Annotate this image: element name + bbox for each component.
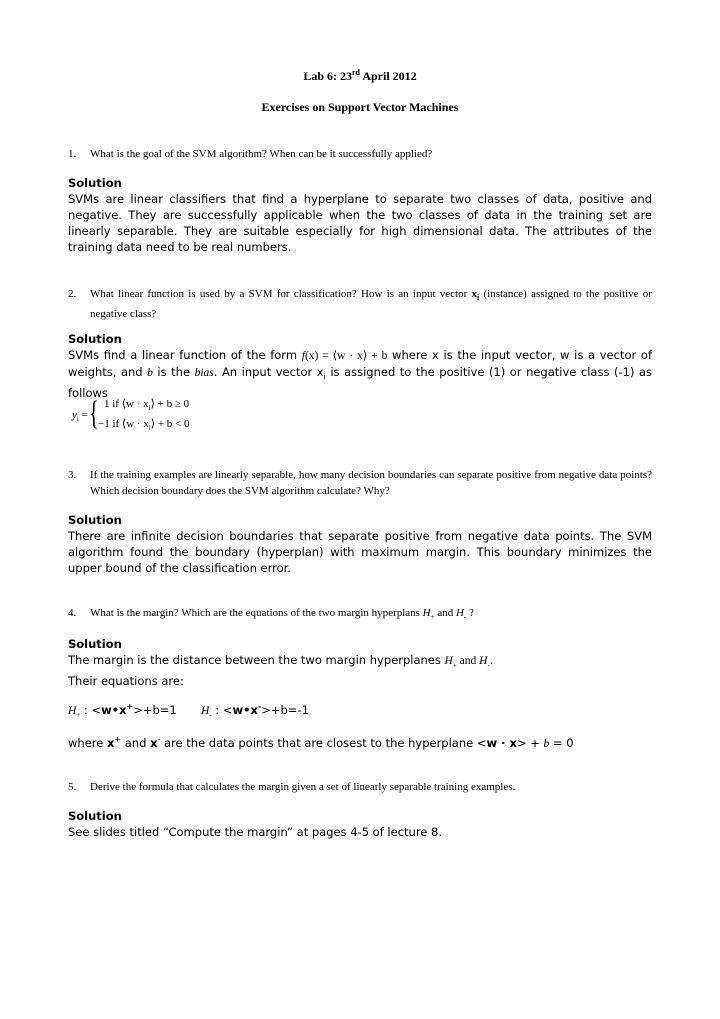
solution-1 — [68, 175, 652, 255]
plus-sup: + — [114, 735, 122, 744]
solution-heading: Solution — [68, 176, 122, 190]
formula-case-positive — [104, 397, 189, 412]
plus-sub: + — [452, 661, 457, 670]
solution-4 — [68, 636, 652, 689]
solution-text-2: Their equations are: — [68, 674, 184, 689]
bias-term: bias — [194, 367, 214, 379]
solution-3 — [68, 512, 652, 576]
var-b: b — [543, 737, 550, 750]
where-text: where — [68, 735, 107, 750]
eq-text: : < — [80, 702, 102, 717]
question-text: What linear function is used by a SVM for classification? How is an input vector — [90, 288, 472, 300]
solution-text-2: where x is the input vector, w is a vector of weights, and — [68, 348, 652, 379]
question-text-end: (instance) assigned to the positive or negative class? — [90, 288, 652, 321]
h-plus: H — [68, 704, 77, 717]
w-dot-x: w•x — [232, 702, 258, 717]
period: . — [489, 653, 494, 667]
w-dot-x: w•x — [101, 702, 127, 717]
var-b: b — [147, 367, 153, 379]
minus-sub: - — [487, 661, 490, 670]
solution-text: There are infinite decision boundaries that separate positive from negative data points. The SVM algorithm found the boundary (hyperplan) with maximum margin. This boundary minimizes the upper bound of the classification error. — [68, 529, 652, 575]
question-3 — [68, 467, 652, 499]
question-text: If the training examples are linearly separable, how many decision boundaries can separate positive from negative data points? Which decision boundary does the SVM algorithm calculate? Why? — [90, 469, 652, 497]
solution-text: SVMs are linear classifiers that find a hyperplane to separate two classes of data, positive and negative. They are successfully applicable when the two classes of data in the training set are linearly separable. They are suitable especially for high dimensional data. The attributes of the training data need to be real numbers. — [68, 192, 652, 254]
eq-text: : < — [211, 702, 233, 717]
lab-title — [0, 68, 720, 84]
solution-heading: Solution — [68, 637, 122, 651]
subscript-i: i — [476, 293, 480, 303]
question-4 — [68, 605, 652, 625]
question-number: 1. — [68, 148, 77, 160]
question-1 — [68, 146, 652, 162]
solution-text-3: is the — [152, 365, 195, 379]
case-text: 1 if ⟨w · x — [104, 398, 149, 410]
question-number: 2. — [68, 288, 77, 300]
eq-rhs: >+b=-1 — [261, 702, 309, 717]
question-end: ? — [466, 607, 474, 619]
plus-sup: + — [126, 702, 134, 711]
h-minus: H — [201, 704, 210, 717]
case-condition: ⟩ + b ≥ 0 — [150, 398, 190, 410]
eq-h-minus — [201, 699, 501, 723]
solution-text-5: is assigned to the positive (1) or negative class (-1) as follows — [68, 365, 653, 401]
where-line — [68, 732, 652, 752]
question-text: Derive the formula that calculates the margin given a set of linearly separable training examples. — [90, 781, 516, 793]
case-text: −1 if ⟨w · x — [98, 418, 149, 430]
question-number: 3. — [68, 469, 77, 481]
lab-title-superscript: rd — [352, 68, 360, 77]
where-text-4: = 0 — [549, 735, 574, 750]
x-minus: x — [150, 735, 158, 750]
x-plus: x — [106, 735, 115, 750]
lab-title-text: Lab 6: 23 — [303, 69, 352, 83]
minus-sup: - — [257, 702, 262, 711]
formula-case-negative — [98, 417, 189, 432]
solution-heading: Solution — [68, 513, 122, 527]
w-dot-x: w · x — [486, 735, 517, 750]
h-minus: H — [479, 655, 488, 667]
var-y: y — [72, 409, 77, 421]
eq-rhs: >+b=1 — [133, 702, 177, 717]
subtitle: Exercises on Support Vector Machines — [261, 100, 459, 114]
solution-2 — [68, 331, 652, 401]
question-text: What is the goal of the SVM algorithm? When can be it successfully applied? — [90, 148, 433, 160]
solution-text: See slides titled “Compute the margin” at pages 4-5 of lecture 8. — [68, 825, 442, 839]
case-condition: ⟩ + b < 0 — [150, 418, 190, 430]
solution-text: The margin is the distance between the two margin hyperplanes — [68, 653, 445, 667]
solution-5 — [68, 808, 652, 840]
subscript-i: i — [148, 424, 151, 433]
h-minus: H — [455, 607, 464, 619]
plus-sub: + — [76, 711, 81, 720]
minus-sup: - — [157, 735, 161, 744]
h-plus: H — [444, 655, 453, 667]
h-plus: H — [422, 607, 431, 619]
solution-heading: Solution — [68, 809, 122, 823]
linear-function: (x) = ⟨w · x⟩ + b — [304, 350, 388, 362]
question-number: 5. — [68, 781, 77, 793]
and-text: and — [456, 655, 480, 667]
subscript-i: i — [323, 372, 326, 382]
and-text: and — [121, 735, 151, 750]
and-text: and — [434, 607, 456, 619]
solution-heading: Solution — [68, 332, 122, 346]
solution-text-4: . An input vector x — [213, 365, 324, 379]
where-text-2: are the data points that are closest to the hyperplane < — [160, 735, 487, 750]
subscript-i: i — [148, 404, 151, 413]
question-number: 4. — [68, 607, 77, 619]
solution-text: SVMs find a linear function of the form — [68, 348, 302, 362]
vector-x: x — [471, 288, 477, 300]
where-text-3: > + — [516, 735, 544, 750]
function-f: f — [301, 350, 305, 362]
lab-title-date: April 2012 — [360, 69, 417, 83]
minus-sub: - — [209, 711, 212, 720]
equals-sign: = — [78, 409, 88, 421]
formula-lhs — [72, 409, 88, 423]
minus-sub: - — [463, 613, 467, 622]
question-2 — [68, 286, 652, 322]
brace-icon: { — [89, 395, 99, 432]
plus-sub: + — [430, 613, 435, 622]
subscript-i: i — [76, 415, 79, 424]
question-text: What is the margin? Which are the equations of the two margin hyperplans — [90, 607, 423, 619]
question-5 — [68, 779, 652, 795]
